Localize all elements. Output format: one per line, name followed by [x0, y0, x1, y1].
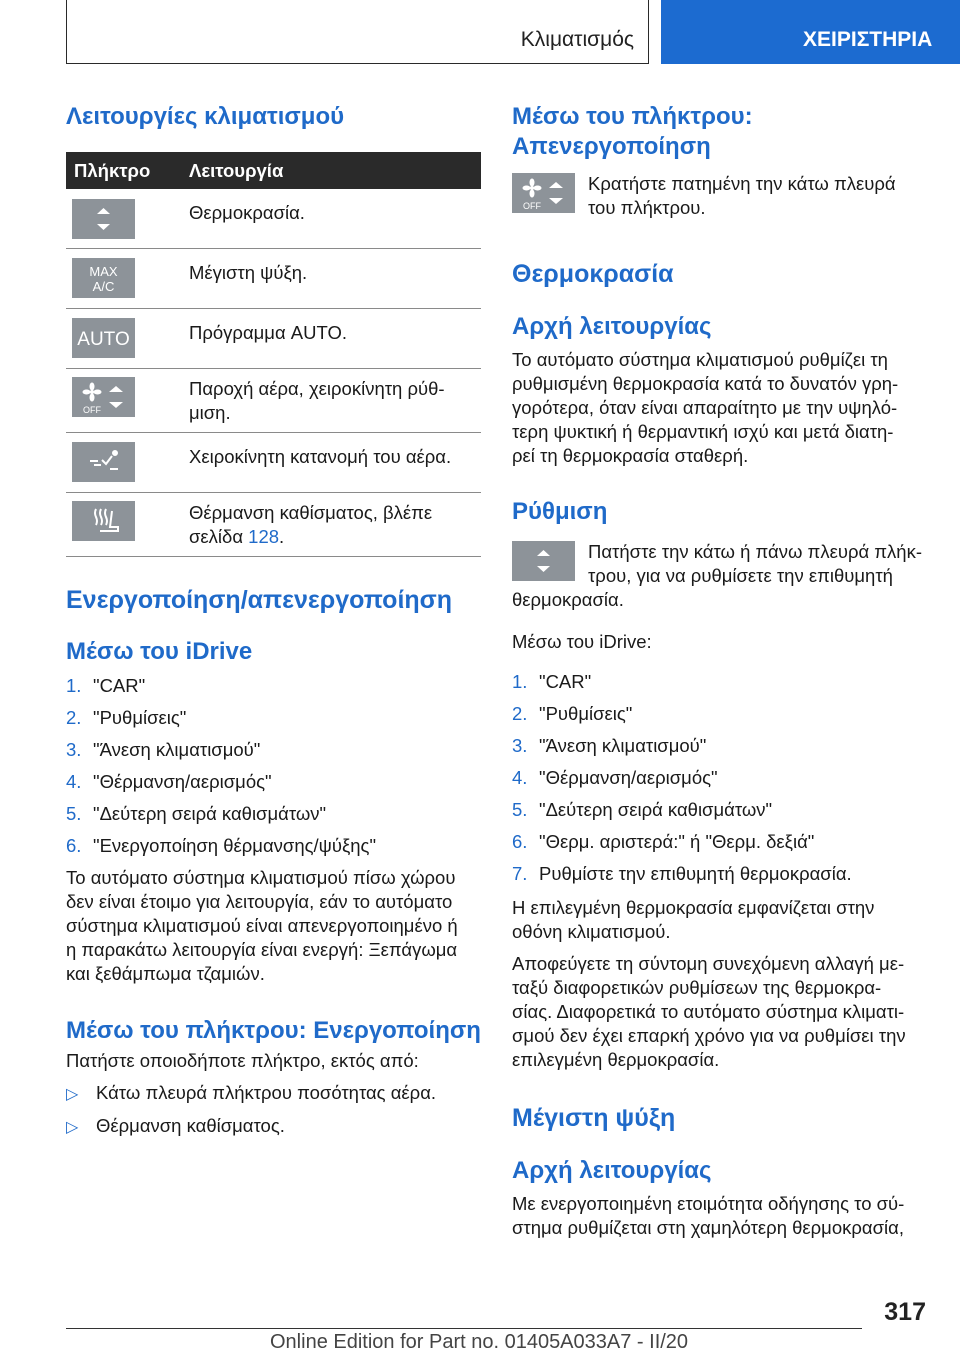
step-number: 1. — [66, 675, 82, 696]
step-number: 5. — [66, 803, 82, 824]
via-idrive: Μέσω του iDrive: — [512, 631, 652, 652]
temperature-heading: Θερμοκρασία — [512, 260, 674, 288]
button-off-text: Κρατήστε πατημένη την κάτω πλευρά του πλήκτρου. — [588, 173, 896, 218]
step-text: "Θέρμανση/αερισμός" — [539, 767, 718, 788]
edition-text: Online Edition for Part no. 01405A033A7 - II/20 — [270, 1331, 689, 1353]
setting-heading: Ρύθμιση — [512, 498, 608, 525]
table-row — [66, 433, 481, 493]
step-number: 1. — [512, 671, 528, 692]
temperature-updown-icon — [72, 199, 135, 239]
row-desc: Θέρμανση καθίσματος, βλέπε σελίδα 128. — [189, 502, 433, 547]
fan-off-updown-icon — [512, 173, 575, 213]
svg-text:OFF: OFF — [523, 201, 541, 211]
row-desc: Μέγιστη ψύξη. — [189, 262, 308, 283]
row-desc: Πρόγραμμα AUTO. — [189, 322, 347, 343]
step-number: 3. — [66, 739, 82, 760]
footer-divider — [66, 1328, 862, 1329]
step-text: Ρυθμίστε την επιθυμητή θερμοκρασία. — [539, 863, 852, 884]
step-number: 4. — [512, 767, 528, 788]
seat-heating-icon — [72, 501, 135, 541]
svg-text:AUTO: AUTO — [77, 329, 130, 350]
step-text: "Δεύτερη σειρά καθισμάτων" — [539, 799, 773, 820]
principle-heading: Αρχή λειτουργίας — [512, 313, 712, 340]
principle2-text: Με ενεργοποιημένη ετοιμότητα οδήγησης το σύ- στημα ρυθμίζεται στη χαμηλότερη θερμοκρασία, — [512, 1193, 905, 1238]
header-chapter-box — [66, 0, 649, 64]
row-desc: Θερμοκρασία. — [189, 202, 305, 223]
row-desc: Παροχή αέρα, χειροκίνητη ρύθ- μιση. — [189, 378, 445, 423]
max-ac-icon — [72, 258, 135, 298]
step-text: "CAR" — [93, 675, 146, 696]
step-number: 2. — [512, 703, 528, 724]
section-title: ΧΕΙΡΙΣΤΗΡΙΑ — [803, 28, 933, 51]
step-text: "CAR" — [539, 671, 592, 692]
setting-text: Πατήστε την κάτω ή πάνω πλευρά πλήκ- τρου, για να ρυθμίσετε την επιθυμητή — [588, 541, 923, 586]
step-number: 6. — [66, 835, 82, 856]
page-number: 317 — [884, 1298, 926, 1326]
table-col-button: Πλήκτρο — [74, 160, 151, 181]
step-text: "Ρυθμίσεις" — [539, 703, 633, 724]
step-number: 5. — [512, 799, 528, 820]
table-col-function: Λειτουργία — [189, 160, 284, 181]
principle2-heading: Αρχή λειτουργίας — [512, 1157, 712, 1184]
svg-text:OFF: OFF — [83, 405, 101, 415]
step-number: 6. — [512, 831, 528, 852]
header-section-tab[interactable] — [661, 0, 960, 64]
step-number: 4. — [66, 771, 82, 792]
table-row — [66, 309, 481, 369]
air-distribution-icon — [72, 442, 135, 482]
step-text: "Θέρμανση/αερισμός" — [93, 771, 272, 792]
row-desc: Χειροκίνητη κατανομή του αέρα. — [189, 446, 452, 467]
table-row — [66, 189, 481, 249]
auto-icon — [72, 318, 135, 358]
step-text: "Άνεση κλιματισμού" — [539, 735, 707, 756]
table-row — [66, 369, 481, 433]
step-text: "Άνεση κλιματισμού" — [93, 739, 261, 760]
avoid-text: Αποφεύγετε τη σύντομη συνεχόμενη αλλαγή με- ταξύ διαφορετικών ρυθμίσεων της θερμοκρα- σίας. Διαφορετικά το αυτόματο σύστημα κλιματι- σμού δεν έχει επαρκή χρόνο για να ρυθμίσει την επιλεγμένη θερμοκρασία. — [512, 953, 906, 1070]
onoff-heading: Ενεργοποίηση/απενεργοποίηση — [66, 586, 453, 614]
setting-text-end: θερμοκρασία. — [512, 589, 624, 610]
button-on-heading: Μέσω του πλήκτρου: Ενεργοποίηση — [66, 1017, 481, 1044]
table-row — [66, 493, 481, 557]
maxcool-heading: Μέγιστη ψύξη — [512, 1104, 676, 1132]
step-number: 7. — [512, 863, 528, 884]
step-text: "Ενεργοποίηση θέρμανσης/ψύξης" — [93, 835, 377, 856]
page-link-128[interactable]: 128 — [248, 526, 280, 547]
triangle-bullet-icon: ▷ — [66, 1119, 79, 1136]
svg-text:MAX: MAX — [89, 264, 118, 279]
button-off-heading: Μέσω του πλήκτρου: Απενεργοποίηση — [512, 103, 753, 160]
table-row — [66, 249, 481, 309]
table-header — [66, 152, 481, 189]
chapter-title: Κλιματισμός — [520, 28, 634, 51]
button-on-text: Πατήστε οποιοδήποτε πλήκτρο, εκτός από: — [66, 1050, 419, 1071]
svg-text:A/C: A/C — [92, 279, 115, 294]
step-text: "Δεύτερη σειρά καθισμάτων" — [93, 803, 327, 824]
selected-text: Η επιλεγμένη θερμοκρασία εμφανίζεται στην οθόνη κλιματισμού. — [512, 897, 875, 942]
idrive-paragraph: Το αυτόματο σύστημα κλιματισμού πίσω χώρου δεν είναι έτοιμο για λειτουργία, εάν το αυτόματο σύστημα κλιματισμού είναι απενεργοποιημένο ή η παρακάτω λειτουργία είναι ενεργή: Ξεπάγωμα και ξεθάμπωμα τζαμιών. — [66, 867, 458, 984]
triangle-bullet-icon: ▷ — [66, 1086, 79, 1103]
step-text: "Θερμ. αριστερά:" ή "Θερμ. δεξιά" — [539, 831, 815, 852]
principle-text: Το αυτόματο σύστημα κλιματισμού ρυθμίζει τη ρυθμισμένη θερμοκρασία κατά το δυνατόν γρη- γορότερα, όταν είναι απαραίτητο με την υψηλό- τερη ψυκτική ή θερμαντική ισχύ και μετά διατη- ρεί τη θερμοκρασία σταθερή. — [512, 349, 899, 466]
temperature-updown-icon — [512, 541, 575, 581]
functions-heading: Λειτουργίες κλιματισμού — [66, 103, 345, 130]
idrive-heading: Μέσω του iDrive — [66, 638, 253, 665]
fan-off-updown-icon — [72, 377, 135, 417]
step-text: "Ρυθμίσεις" — [93, 707, 187, 728]
step-number: 3. — [512, 735, 528, 756]
step-number: 2. — [66, 707, 82, 728]
